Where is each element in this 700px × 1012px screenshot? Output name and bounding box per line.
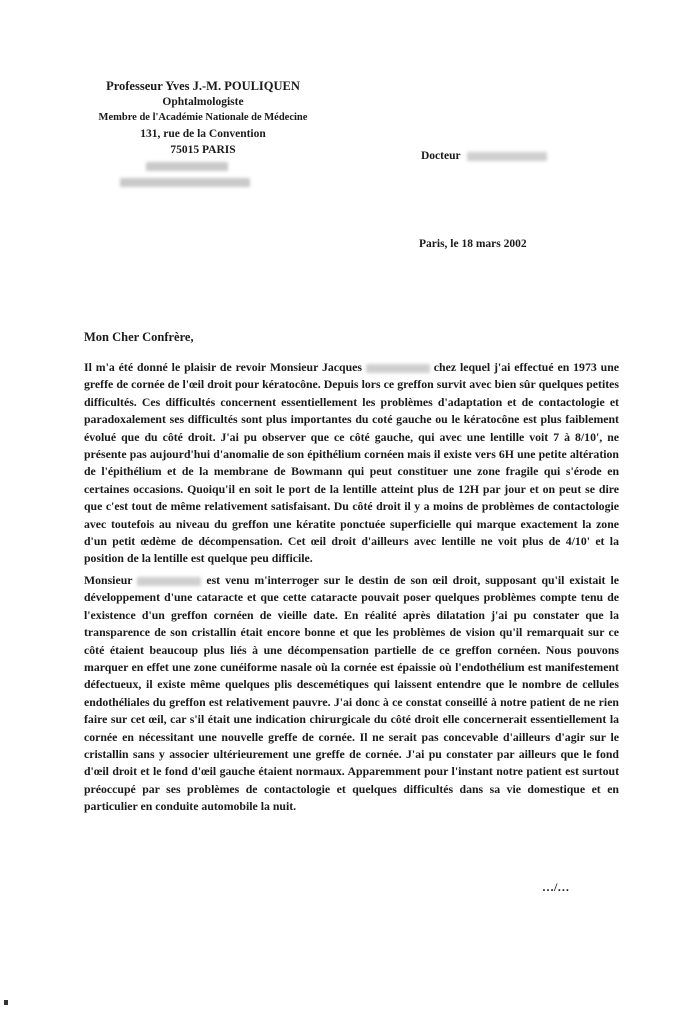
sender-name: Professeur Yves J.-M. POULIQUEN xyxy=(106,79,300,93)
letter-date: Paris, le 18 mars 2002 xyxy=(419,238,527,250)
redacted-fax xyxy=(78,174,328,190)
paragraph-2 xyxy=(84,572,619,816)
redacted-phone xyxy=(78,158,328,174)
continuation-mark: …/… xyxy=(542,880,570,894)
sender-address-street: 131, rue de la Convention xyxy=(140,128,266,140)
salutation: Mon Cher Confrère, xyxy=(84,330,194,344)
letterhead xyxy=(78,78,328,190)
paragraph-1-rest: chez lequel j'ai effectué en 1973 une greffe de cornée de l'œil droit pour kératocône. Depuis lors ce greffon survit avec bien sûr quelques petites difficultés. Ces difficultés concernent essentiellement les problèmes d'adaptation et de contactologie et paradoxalement ses difficultés sont plus importantes du coté gauche ou le kératocône est plus faiblement évolué que du côté droit. J'ai pu observer que ce côté gauche, qui avec une lentille voit 7 à 8/10', ne présente pas aujourd'hui d'anomalie de son épithélium cornéen mais il existe vers 6H une petite altération de l'épithélium et de la membrane de Bowmann qui peut constituer une zone fragile qui s'érode en certaines occasions. Quoiqu'il en soit le port de la lentille atteint plus de 12H par jour et on peut se dire que c'est tout de même relativement satisfaisant. Du côté droit il y a moins de problèmes de contactologie avec toutefois au niveau du greffon une kératite ponctuée superficielle qui marque exactement la zone d'un petit œdème de décompensation. Cet œil droit d'ailleurs avec lentille ne voit plus de 4/10' et la position de la lentille est quelque peu difficile. xyxy=(84,360,620,566)
recipient-label: Docteur xyxy=(421,150,461,162)
paragraph-2-rest: est venu m'interroger sur le destin de son œil droit, supposant qu'il existait le développement d'une cataracte et que cette cataracte pouvait poser quelques problèmes compte tenu de l'existence d'un greffon cornéen de vieille date. En réalité après dilatation j'ai pu constater que la transparence de son cristallin était encore bonne et que les problèmes de vision qu'il remarquait sur ce côté étaient beaucoup plus liés à une décompensation partielle de ce greffon cornéen. Nous pouvons marquer en effet une zone cunéiforme nasale où la cornée est épaissie où l'endothélium est manifestement défectueux, il existe même quelques plis descemétiques qui laissent entendre que le nombre de cellules endothéliales du greffon est relativement pauvre. J'ai donc à ce constat conseillé à notre patient de ne rien faire sur cet œil, car s'il était une indication chirurgicale du côté droit elle concernerait essentiellement la cornée en nécessitant une nouvelle greffe de cornée. Il ne serait pas concevable d'ailleurs d'agir sur le cristallin sans y associer ultérieurement une greffe de cornée. J'ai pu constater par ailleurs que le fond d'œil droit et le fond d'œil gauche étaient normaux. Apparemment pour l'instant notre patient est surtout préoccupé par ses problèmes de contactologie et quelques difficultés dans sa vie domestique et en particulier en conduite automobile la nuit. xyxy=(84,573,619,814)
sender-affiliation: Membre de l'Académie Nationale de Médecine xyxy=(98,112,308,123)
scan-mark xyxy=(4,1000,8,1005)
redacted-patient-surname xyxy=(366,364,430,373)
sender-title: Ophtalmologiste xyxy=(162,96,244,108)
paragraph-1 xyxy=(84,359,619,568)
recipient xyxy=(421,150,547,162)
paragraph-1-start: Il m'a été donné le plaisir de revoir Monsieur Jacques xyxy=(84,360,362,374)
redacted-recipient-name xyxy=(467,152,547,161)
sender-address-city: 75015 PARIS xyxy=(170,144,236,156)
redacted-patient-name xyxy=(137,577,201,586)
paragraph-2-start: Monsieur xyxy=(84,573,133,587)
